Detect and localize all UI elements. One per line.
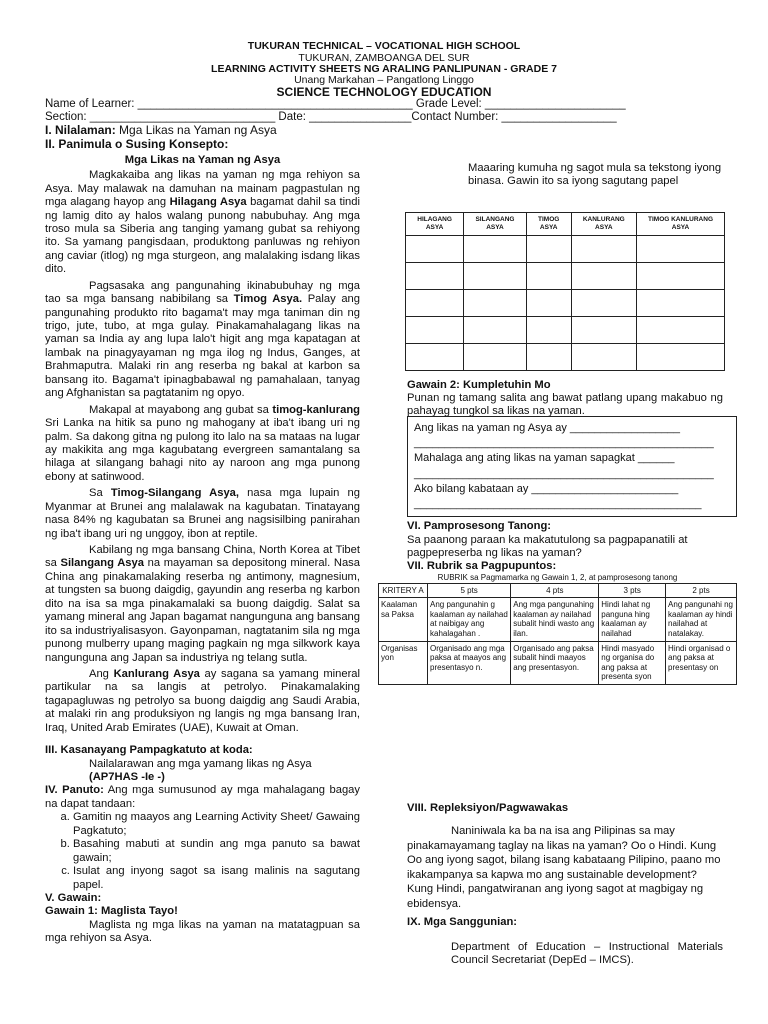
competency-code: (AP7HAS -Ie -) [89, 771, 165, 784]
paragraph-kanluran: Ang Kanlurang Asya ay sagana sa yamang mineral partikular na sa langis at petrolyo. Pinakamalaking tagapagluwas ng petrolyo sa buong daigdig ang Saudi Arabia, at malaki rin ang produksiyon ng langis ng mga bansang Iran, Iraq, United Arab Emirates (UAE), Kuwait at Oman. [45, 667, 361, 734]
activity-1-text: Maglista ng mga likas na yaman na matatagpuan sa mga rehiyon sa Asya. [45, 918, 360, 945]
paragraph-silangan: Kabilang ng mga bansang China, North Korea at Tibet sa Silangang Asya na mayaman sa depositong mineral. Nasa China ang pinakamalaking reserba ng antimony, magnesium, at tungsten sa buong daigdig, gayundin ang reserba ng karbon dito na isa sa mga pinakamalaki sa buong daigdig. Salat sa yamang mineral ang Japan bagamat nangunguna ang bansang ito sa industriyalisasyon. Gayonpaman, nagtatanim sila ng mga punong mulberry upang maging pagkain ng mga silkwork kaya nangunguna ang Japan sa industriya ng telang sutla. [45, 544, 360, 664]
rubric-table [378, 573, 737, 685]
fill-line-4: _________________________________________________ [414, 467, 714, 480]
table-cell: Ang pangunahi ng kaalaman ay hindi nailahad at natalakay. [666, 598, 737, 641]
paragraph-timog: Pagsasaka ang pangunahing ikinabubuhay ng mga tao sa mga bansang nabibilang sa Timog Asya. Palay ang pangunahing produkto rito bagama't may mga taniman din ng trigo, jute, tubo, at mga gulay. Pinakamahalagang likas na yaman sa India ay ang lupa lalo't higit ang mga kapatagan at lambak na pinagyayaman ng mga ilog ng Indus, Ganges, at Brahmaputra. Malaki rin ang reserba ng bakal at karbon sa bansang ito. Bagama't ipinagbabawal ng pamahalaan, tanyag ang Afghanistan sa pagtatanim ng opyo. [45, 279, 360, 400]
table-cell: Hindi lahat ng panguna hing kaalaman ay nailahad [599, 598, 666, 641]
rubric-row-kaalaman [379, 598, 737, 641]
table-row [406, 344, 725, 371]
regions-table [405, 212, 725, 371]
activity-1-heading: Gawain 1: Maglista Tayo! [45, 905, 178, 918]
table-cell: Hindi masyado ng organisa do ang paksa at presenta syon [599, 641, 666, 684]
section-8-text: Naniniwala ka ba na isa ang Pilipinas sa may pinakamayamang taglay na likas na yaman? Oo o Hindi. Kung Oo ang iyong sagot, bilang isang kabataang Pilipino, paano mo ikakampanya sa kapwa mo ang sustainable development? Kung Hindi, pangatwiranan ang iyong sagot at magbigay ng ebidensya. [407, 825, 721, 910]
section-7-heading: VII. Rubrik sa Pagpupuntos: [407, 560, 557, 572]
header-kanlurang: KANLURANG ASYA [571, 213, 636, 236]
table-cell: Organisas yon [379, 641, 428, 684]
rubric-row-organisasyon [379, 641, 737, 684]
subject-title: SCIENCE TECHNOLOGY EDUCATION [276, 85, 492, 99]
header-hilagang: HILAGANG ASYA [406, 213, 464, 236]
rubric-header-3: 3 pts [599, 583, 666, 598]
fill-line-6: _______________________________________________ [414, 497, 702, 510]
rubric-header-4: 4 pts [511, 583, 599, 598]
reference-text: Department of Education – Instructional Materials Council Secretariat (DepEd – IMCS). [451, 941, 723, 967]
instruction-a: a. Gamitin ng maayos ang Learning Activity Sheet/ Gawaing Pagkatuto; [73, 811, 360, 838]
section-1-text: Mga Likas na Yaman ng Asya [115, 123, 277, 137]
school-location: TUKURAN, ZAMBOANGA DEL SUR [298, 52, 470, 64]
section-6-text: Sa paanong paraan ka makatutulong sa pagpapanatili at pagpepreserba ng likas na yaman? [407, 534, 688, 560]
rubric-caption: RUBRIK sa Pagmamarka ng Gawain 1, 2, at pamprosesong tanong [437, 573, 678, 582]
table-cell: Ang pangunahin g kaalaman ay nailahad at naibigay ang kahalagahan . [428, 598, 511, 641]
section-5-heading: V. Gawain: [45, 891, 102, 904]
section-8-heading: VIII. Repleksiyon/Pagwawakas [407, 802, 569, 814]
paragraph-timog-kanluran: Makapal at mayabong ang gubat sa timog-kanlurang Sri Lanka na hitik sa puno ng mahogany at iba't ibang uri ng palm. Sa dakong gitna ng pulong ito lalo na sa mataas na lugar ay makikita ang mga kagubatang evergreen samantalang sa hilaga at silangang bahagi nito ay naroon ang mga punong ebony at satinwood. [45, 403, 360, 483]
table-row [406, 263, 725, 290]
table-row [406, 290, 725, 317]
paragraph-hilagang: Magkakaiba ang likas na yaman ng mga rehiyon sa Asya. May malawak na damuhan na mainam pagpastulan ng mga alagang hayop ang Hilagang Asya bagamat dahil sa tindi ng lamig dito ay halos walang punong nabubuhay. Ang mga troso mula sa Siberia ang tanging yamang gubat sa rehiyong ito. Sa yamang pangisdaan, produktong panluwas ng rehiyon ang caviar (itlog) ng mga sturgeon, ang malalaking isdang likas dito. [45, 169, 360, 276]
fill-line-3: Mahalaga ang ating likas na yaman sapagkat ______ [414, 452, 675, 465]
paragraph-timog-silangan: Sa Timog-Silangang Asya, nasa mga lupain ng Myanmar at Brunei ang malalawak na kagubatan. Tinatayang nasa 84% ng kagubatan sa Brunei ang nagsisilbing panirahan ng iba't ibang uri ng unggoy, ibon at reptile. [45, 487, 361, 540]
table-row [406, 236, 725, 263]
rubric-header-2: 2 pts [666, 583, 737, 598]
section-6-heading: VI. Pamprosesong Tanong: [407, 520, 551, 532]
section-date-contact-line: Section: _____________________________ Date: ________________Contact Number: __________________ [45, 111, 617, 123]
fill-line-2: _________________________________________________ [414, 437, 714, 450]
header-silangang: SILANGANG ASYA [464, 213, 527, 236]
table-cell: Organisado ang paksa subalit hindi maayos ang presentasyon. [511, 641, 599, 684]
header-timog-kanlurang: TIMOG KANLURANG ASYA [637, 213, 725, 236]
table-cell: Organisado ang mga paksa at maayos ang presentasyo n. [428, 641, 511, 684]
name-grade-line: Name of Learner: ___________________________________________ Grade Level: ______________________ [45, 98, 626, 110]
left-column [45, 123, 360, 949]
section-3-heading: III. Kasanayang Pampagkatuto at koda: [45, 744, 253, 757]
table-cell: Hindi organisad o ang paksa at presentasy on [666, 641, 737, 684]
section-4: IV. Panuto: Ang mga sumusunod ay mga mahalagang bagay na dapat tandaan: [45, 784, 360, 810]
instruction-c: c. Isulat ang inyong sagot sa isang malinis na sagutang papel. [73, 865, 360, 892]
rubric-header-criteria: KRITERY A [379, 583, 428, 598]
school-name: TUKURAN TECHNICAL – VOCATIONAL HIGH SCHOOL [247, 40, 521, 52]
table-cell: Kaalaman sa Paksa [379, 598, 428, 641]
fill-line-5: Ako bilang kabataan ay ________________________ [414, 482, 679, 495]
activity-2-heading: Gawain 2: Kumpletuhin Mo [407, 379, 551, 391]
table-cell: Ang mga pangunahing kaalaman ay nailahad subalit hindi wasto ang ilan. [511, 598, 599, 641]
quarter-label: Unang Markahan – Pangatlong Linggo [294, 74, 474, 86]
section-1-label: I. Nilalaman: [45, 123, 116, 137]
header-timog: TIMOG ASYA [526, 213, 571, 236]
section-9-heading: IX. Mga Sanggunian: [407, 916, 518, 928]
sheet-title: LEARNING ACTIVITY SHEETS NG ARALING PANLIPUNAN - GRADE 7 [211, 63, 557, 75]
section-2-heading: II. Panimula o Susing Konsepto: [45, 137, 229, 152]
activity-1-intro: Maaaring kumuha ng sagot mula sa tekstong iyong binasa. Gawin ito sa iyong sagutang papel [468, 162, 722, 188]
table-row [406, 317, 725, 344]
subsection-title: Mga Likas na Yaman ng Asya [124, 153, 281, 166]
section-3-text: Nailalarawan ang mga yamang likas ng Asya [89, 757, 312, 770]
activity-2-text: Punan ng tamang salita ang bawat patlang upang makabuo ng pahayag tungkol sa likas na yaman. [407, 392, 723, 418]
fill-in-box [407, 416, 737, 517]
fill-line-1: Ang likas na yaman ng Asya ay __________________ [414, 422, 681, 434]
instruction-list [45, 811, 360, 892]
instruction-b: b. Basahing mabuti at sundin ang mga panuto sa bawat gawain; [73, 838, 360, 865]
section-1 [45, 123, 360, 137]
rubric-header-5: 5 pts [428, 583, 511, 598]
